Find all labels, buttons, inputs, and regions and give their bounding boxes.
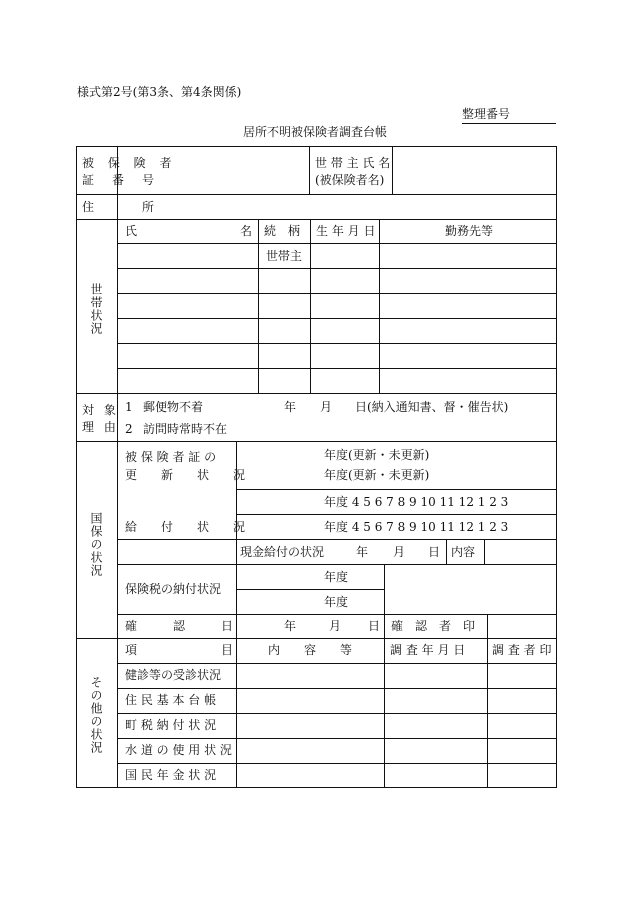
tax-fiscal-year-1: 年度 — [324, 570, 349, 584]
rule — [309, 146, 310, 194]
other-status-label: その他の状況 — [89, 676, 103, 754]
rule — [76, 441, 557, 442]
reason-label: 対 象 — [82, 403, 119, 417]
insured-card-number-label-2: 証 番 号 — [82, 173, 158, 187]
benefit-status-label: 給 付 状 況 — [125, 520, 246, 534]
benefit-months-row-1: 年度 4 5 6 7 8 9 10 11 12 1 2 3 — [324, 495, 509, 509]
rule — [117, 663, 557, 664]
other-item-town-tax: 町 税 納 付 状 況 — [125, 718, 217, 732]
survey-date-column-header: 調 査 年 月 日 — [390, 643, 466, 657]
rule — [76, 393, 557, 394]
rule — [117, 614, 557, 615]
confirm-month: 月 — [329, 619, 342, 633]
rule — [117, 763, 557, 764]
document-title: 居所不明被保険者調査台帳 — [242, 125, 387, 139]
rule — [379, 219, 380, 393]
cash-benefit-label: 現金給付の状況 — [240, 545, 325, 559]
rule — [446, 539, 447, 564]
renewal-status-1: 年度(更新・未更新) — [324, 448, 430, 462]
reason-day-notice: 日(納入通知書、督・催告状) — [355, 400, 509, 414]
rule — [117, 713, 557, 714]
cash-benefit-month: 月 — [393, 545, 406, 559]
reason-item-1-number: 1 — [125, 400, 133, 414]
rule — [117, 688, 557, 689]
card-renewal-label-2: 更 新 状 況 — [125, 468, 246, 482]
other-item-checkup: 健診等の受診状況 — [125, 668, 222, 682]
rule — [117, 243, 557, 244]
reason-item-2-number: 2 — [125, 422, 133, 436]
confirm-year: 年 — [284, 619, 297, 633]
rule — [384, 564, 385, 638]
rule — [76, 194, 557, 195]
rule — [258, 219, 259, 393]
reason-month: 月 — [320, 400, 333, 414]
benefit-months-row-2: 年度 4 5 6 7 8 9 10 11 12 1 2 3 — [324, 520, 509, 534]
renewal-status-2: 年度(更新・未更新) — [324, 468, 430, 482]
other-item-national-pension: 国 民 年 金 状 況 — [125, 768, 217, 782]
household-head-value: 世帯主 — [266, 249, 303, 263]
insured-name-label: (被保険者名) — [315, 173, 385, 187]
rule — [236, 638, 237, 788]
rule — [117, 268, 557, 269]
tax-fiscal-year-2: 年度 — [324, 595, 349, 609]
rule — [76, 638, 557, 639]
name-column-header-2: 名 — [240, 224, 253, 238]
cash-benefit-content: 内容 — [451, 545, 476, 559]
rule — [384, 638, 385, 788]
rule — [236, 489, 557, 490]
rule — [487, 638, 488, 788]
rule — [117, 318, 557, 319]
content-column-header: 内 容 等 — [268, 643, 353, 657]
rule — [117, 293, 557, 294]
workplace-column-header: 勤務先等 — [445, 224, 494, 238]
household-status-label: 世帯状況 — [89, 283, 103, 335]
relation-column-header: 続 柄 — [264, 224, 301, 238]
tax-payment-label: 保険税の納付状況 — [125, 582, 222, 596]
other-item-water-usage: 水 道 の 使 用 状 況 — [125, 743, 232, 757]
rule — [117, 738, 557, 739]
reference-number-field[interactable]: 整理番号 — [462, 105, 556, 124]
confirm-person-seal-label: 確 認 者 印 — [391, 619, 476, 633]
rule — [487, 614, 488, 638]
item-column-header: 項 目 — [125, 643, 234, 657]
reason-year: 年 — [284, 400, 297, 414]
insured-card-number-label: 被 保 険 者 — [82, 156, 177, 170]
rule — [117, 368, 557, 369]
rule — [310, 219, 311, 393]
rule — [236, 514, 557, 515]
confirm-day: 日 — [368, 619, 381, 633]
reason-item-1: 郵便物不着 — [143, 400, 204, 414]
rule — [117, 564, 557, 565]
confirm-date-label: 確 認 日 — [125, 619, 234, 633]
rule — [236, 589, 384, 590]
reason-label-2: 理 由 — [82, 420, 119, 434]
household-head-name-label: 世 帯 主 氏 名 — [315, 156, 391, 170]
rule — [392, 146, 393, 194]
rule — [76, 219, 557, 220]
rule — [117, 146, 118, 788]
cash-benefit-year: 年 — [356, 545, 369, 559]
rule — [117, 539, 557, 540]
form-number-label: 様式第2号(第3条、第4条関係) — [77, 85, 242, 99]
cash-benefit-day: 日 — [428, 545, 441, 559]
rule — [484, 539, 485, 564]
rule — [117, 343, 557, 344]
name-column-header: 氏 — [125, 224, 138, 238]
address-label: 住 所 — [82, 200, 158, 214]
card-renewal-label: 被 保 険 者 証 の — [125, 450, 217, 464]
birthdate-column-header: 生 年 月 日 — [316, 224, 376, 238]
other-item-resident-registry: 住 民 基 本 台 帳 — [125, 693, 217, 707]
reason-item-2: 訪問時常時不在 — [143, 422, 228, 436]
nhi-status-label: 国保の状況 — [89, 512, 103, 577]
surveyor-seal-column-header: 調 査 者 印 — [492, 643, 552, 657]
